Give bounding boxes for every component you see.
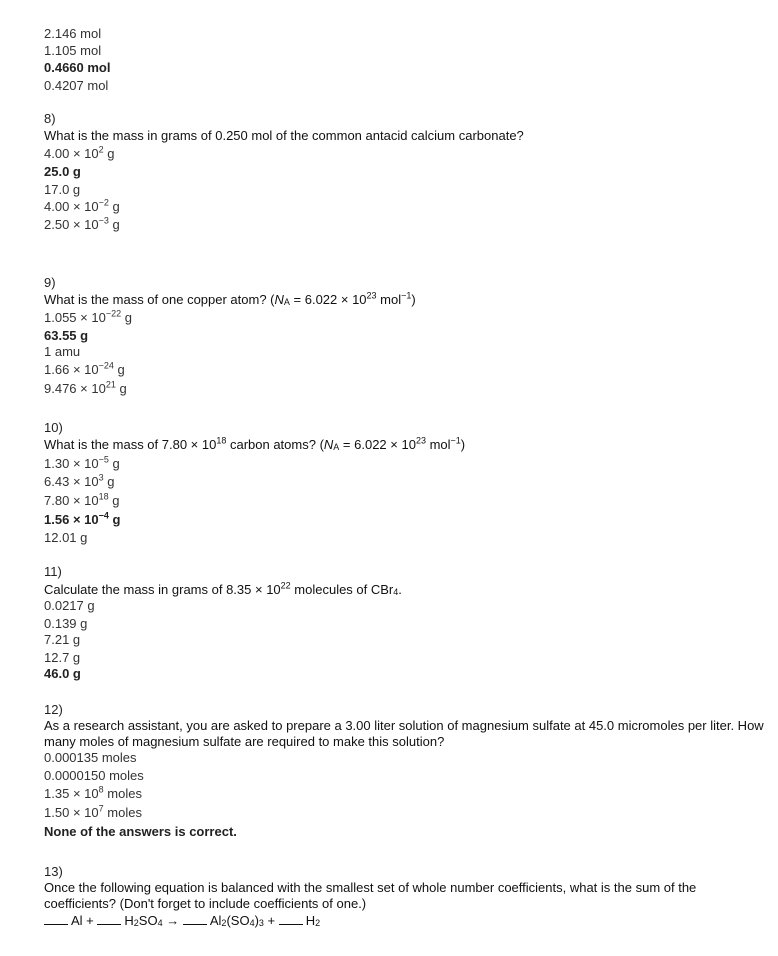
unit: g — [112, 456, 120, 471]
unit: g — [119, 381, 127, 396]
q11-text-mid: molecules of CBr — [290, 582, 394, 597]
ten: 10 — [84, 474, 99, 489]
exponent: 2 — [98, 144, 104, 155]
subscript: 4 — [393, 587, 399, 597]
q7-option-a[interactable]: 2.146 mol — [44, 26, 102, 41]
eq-al2: Al — [209, 913, 222, 928]
q10-text-end: ) — [460, 437, 466, 452]
q10-text-start: What is the mass of 7.80 × 10 — [44, 437, 217, 452]
q10-option-e[interactable]: 12.01 g — [44, 530, 88, 545]
option-mantissa: 1.055 — [44, 310, 77, 325]
unit: mol — [376, 292, 402, 307]
q10-option-d-correct[interactable] — [44, 512, 120, 528]
times-sign: × — [72, 146, 81, 161]
exponent: 8 — [98, 784, 104, 795]
exponent: 21 — [105, 379, 116, 390]
coefficient-blank[interactable] — [183, 912, 207, 925]
q10-option-b[interactable] — [44, 474, 115, 490]
q7-option-d[interactable]: 0.4207 mol — [44, 78, 109, 93]
q9-text — [44, 292, 416, 308]
q9-option-e[interactable] — [44, 381, 127, 397]
q9-option-c[interactable]: 1 amu — [44, 344, 81, 359]
ten: 10 — [84, 786, 99, 801]
times-sign: × — [72, 362, 81, 377]
option-mantissa: 6.43 — [44, 474, 70, 489]
q10-option-c[interactable] — [44, 493, 120, 509]
option-mantissa: 9.476 — [44, 381, 77, 396]
option-mantissa: 1.66 — [44, 362, 70, 377]
unit: g — [107, 146, 115, 161]
coefficient-blank[interactable] — [279, 912, 303, 925]
eq-so: SO — [138, 913, 158, 928]
q7-option-c-correct[interactable]: 0.4660 mol — [44, 60, 111, 75]
q9-text-end: ) — [411, 292, 416, 307]
exponent: −1 — [450, 435, 461, 446]
subscript: 4 — [157, 918, 163, 928]
ten: 10 — [84, 146, 99, 161]
eq-al: Al + — [71, 913, 94, 928]
unit: moles — [107, 786, 142, 801]
q10-option-a[interactable] — [44, 456, 120, 472]
eq-plus: + — [263, 913, 276, 928]
subscript: 2 — [221, 918, 227, 928]
q11-option-c[interactable]: 7.21 g — [44, 632, 81, 647]
exponent: 3 — [98, 472, 104, 483]
exponent: −5 — [98, 454, 109, 465]
q12-option-e-correct[interactable]: None of the answers is correct. — [44, 824, 237, 839]
exponent: 18 — [98, 491, 109, 502]
option-mantissa: 1.56 — [44, 512, 70, 527]
eq-paren: (SO — [226, 913, 250, 928]
q12-option-a[interactable]: 0.000135 moles — [44, 750, 137, 765]
ten: 10 — [84, 805, 99, 820]
exponent: 23 — [366, 290, 377, 301]
unit: g — [112, 217, 120, 232]
exponent: 18 — [216, 435, 227, 446]
exponent: −22 — [105, 308, 122, 319]
times-sign: × — [72, 217, 81, 232]
option-mantissa: 2.50 — [44, 217, 70, 232]
option-mantissa: 1.30 — [44, 456, 70, 471]
exponent: 23 — [415, 435, 426, 446]
unit: g — [117, 362, 125, 377]
q11-number: 11) — [44, 564, 62, 579]
q9-option-d[interactable] — [44, 362, 125, 378]
q12-option-c[interactable] — [44, 786, 142, 802]
ten: 10 — [84, 512, 99, 527]
avogadro-subscript: A — [283, 297, 290, 307]
q12-option-b[interactable]: 0.0000150 moles — [44, 768, 144, 783]
unit: g — [112, 512, 121, 527]
times-sign: × — [72, 456, 81, 471]
ten: 10 — [91, 381, 106, 396]
subscript: 3 — [258, 918, 264, 928]
subscript: 2 — [133, 918, 139, 928]
ten: 10 — [84, 199, 99, 214]
exponent: −24 — [98, 360, 114, 371]
times-sign: × — [72, 805, 81, 820]
q9-option-b-correct[interactable]: 63.55 g — [44, 328, 89, 343]
times-sign: × — [80, 381, 88, 396]
times-sign: × — [72, 474, 81, 489]
q8-number: 8) — [44, 111, 56, 126]
q8-option-a[interactable] — [44, 146, 115, 162]
option-mantissa: 7.80 — [44, 493, 70, 508]
eq-h2: H — [305, 913, 316, 928]
unit: g — [112, 199, 120, 214]
exponent: 7 — [98, 803, 104, 814]
times-sign: × — [72, 512, 81, 527]
q11-text-start: Calculate the mass in grams of 8.35 × 10 — [44, 582, 281, 597]
unit: g — [112, 493, 120, 508]
ten: 10 — [84, 217, 99, 232]
unit: moles — [107, 805, 142, 820]
q8-text: What is the mass in grams of 0.250 mol of the common antacid calcium carbonate? — [44, 128, 524, 143]
option-mantissa: 1.50 — [44, 805, 70, 820]
subscript: 2 — [315, 918, 321, 928]
exponent: −4 — [98, 510, 109, 521]
ten: 10 — [84, 456, 99, 471]
q9-text-start: What is the mass of one copper atom? ( — [44, 292, 275, 307]
option-mantissa: 1.35 — [44, 786, 70, 801]
ten: 10 — [91, 310, 106, 325]
ten: 10 — [84, 362, 99, 377]
q10-text-mid: = 6.022 × 10 — [339, 437, 416, 452]
eq-paren-close: ) — [254, 913, 259, 928]
q12-number: 12) — [44, 702, 63, 717]
times-sign: × — [72, 199, 81, 214]
q9-option-a[interactable] — [44, 310, 132, 326]
q12-text: As a research assistant, you are asked to prepare a 3.00 liter solution of magnesium sulfate at 45.0 micromoles per liter. How many moles of magnesium sulfate are required to make this solution? — [44, 718, 764, 749]
q8-option-b-correct[interactable]: 25.0 g — [44, 164, 81, 179]
option-mantissa: 4.00 — [44, 199, 70, 214]
q11-option-d[interactable]: 12.7 g — [44, 650, 81, 665]
avogadro-symbol: N — [274, 292, 284, 307]
q11-option-a[interactable]: 0.0217 g — [44, 598, 95, 613]
times-sign: × — [80, 310, 88, 325]
q13-equation — [44, 912, 320, 929]
eq-h: H — [124, 913, 134, 928]
exponent: −1 — [401, 290, 412, 301]
coefficient-blank[interactable] — [97, 912, 121, 925]
reaction-arrow-icon: → — [166, 913, 180, 928]
unit: g — [124, 310, 132, 325]
subscript: 4 — [249, 918, 255, 928]
avogadro-subscript: A — [333, 442, 340, 452]
q11-text-end: . — [398, 582, 402, 597]
q10-text-after: carbon atoms? ( — [226, 437, 324, 452]
q10-number: 10) — [44, 420, 63, 435]
q13-number: 13) — [44, 864, 63, 879]
option-mantissa: 4.00 — [44, 146, 70, 161]
unit: mol — [425, 437, 451, 452]
q7-option-b[interactable]: 1.105 mol — [44, 43, 102, 58]
q11-text — [44, 582, 402, 598]
exponent: −2 — [98, 197, 109, 208]
q11-option-e-correct[interactable]: 46.0 g — [44, 666, 81, 681]
q11-option-b[interactable]: 0.139 g — [44, 616, 88, 631]
q12-option-d[interactable] — [44, 805, 142, 821]
unit: g — [107, 474, 115, 489]
q10-text — [44, 437, 465, 453]
q8-option-c[interactable]: 17.0 g — [44, 182, 81, 197]
times-sign: × — [72, 786, 81, 801]
q9-text-mid: = 6.022 × 10 — [289, 292, 367, 307]
times-sign: × — [72, 493, 81, 508]
exponent: −3 — [98, 215, 109, 226]
q9-number: 9) — [44, 275, 56, 290]
q13-text: Once the following equation is balanced with the smallest set of whole number coefficients, what is the sum of the coefficients? (Don't forget to include coefficients of one.) — [44, 880, 697, 911]
exponent: 22 — [280, 580, 291, 591]
q8-option-e[interactable] — [44, 217, 120, 233]
ten: 10 — [84, 493, 99, 508]
coefficient-blank[interactable] — [44, 912, 68, 925]
q8-option-d[interactable] — [44, 199, 120, 215]
avogadro-symbol: N — [323, 437, 334, 452]
